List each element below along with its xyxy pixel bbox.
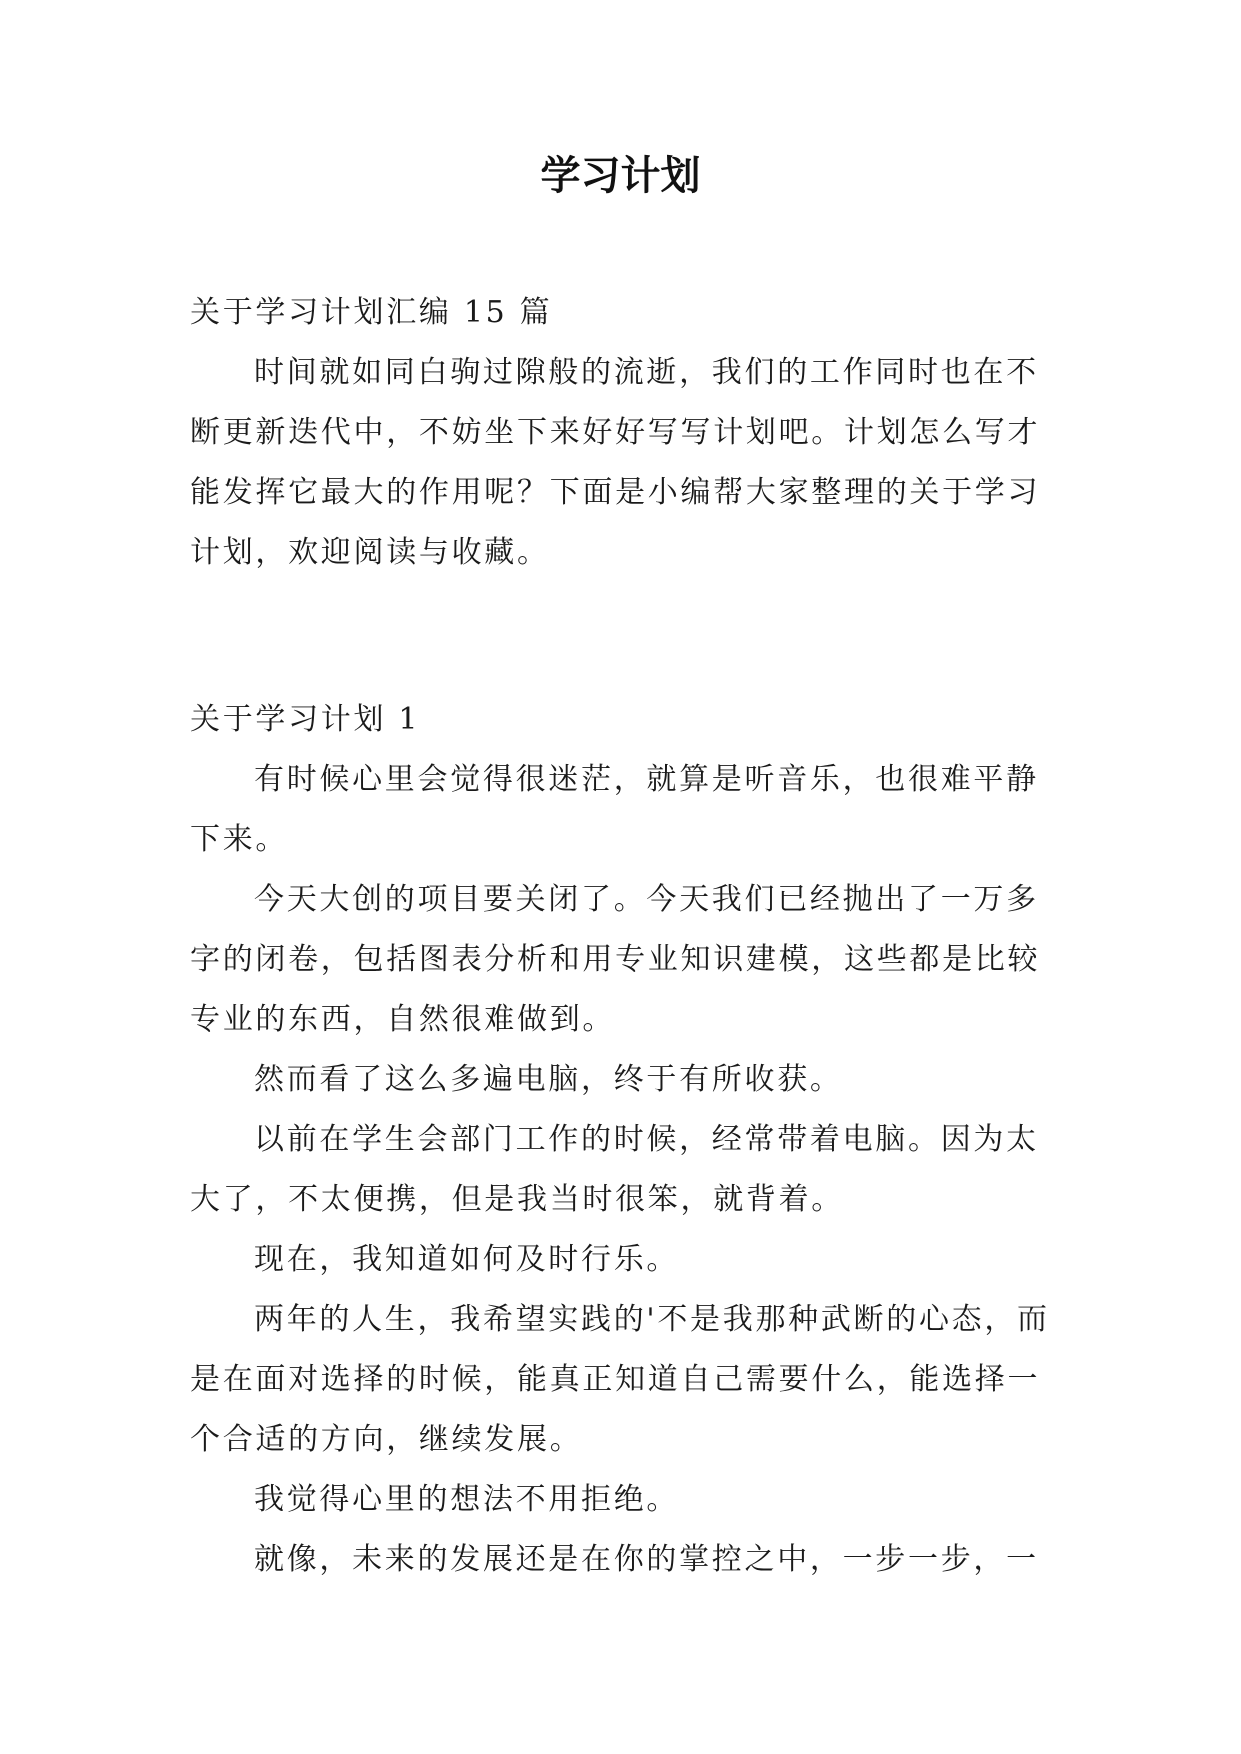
section-paragraph: 然而看了这么多遍电脑，终于有所收获。 xyxy=(254,1062,843,1097)
section-paragraph: 两年的人生，我希望实践的'不是我那种武断的心态，而是在面对选择的时候，能真正知道自己需要什么，能选择一个合适的方向，继续发展。 xyxy=(190,1302,1050,1457)
section-paragraph: 以前在学生会部门工作的时候，经常带着电脑。因为太大了，不太便携，但是我当时很笨，就背着。 xyxy=(190,1122,1039,1217)
intro-paragraph: 时间就如同白驹过隙般的流逝，我们的工作同时也在不断更新迭代中，不妨坐下来好好写写计划吧。计划怎么写才能发挥它最大的作用呢？下面是小编帮大家整理的关于学习计划，欢迎阅读与收藏。 xyxy=(190,355,1041,570)
document-title: 学习计划 xyxy=(540,153,701,199)
section-paragraph: 今天大创的项目要关闭了。今天我们已经抛出了一万多字的闭卷，包括图表分析和用专业知识建模，这些都是比较专业的东西，自然很难做到。 xyxy=(190,882,1041,1037)
section-paragraph: 现在，我知道如何及时行乐。 xyxy=(254,1242,680,1277)
section-1 xyxy=(190,690,1050,1590)
section-paragraph: 有时候心里会觉得很迷茫，就算是听音乐，也很难平静下来。 xyxy=(190,762,1039,857)
intro-section xyxy=(190,283,1050,583)
section-paragraph: 我觉得心里的想法不用拒绝。 xyxy=(254,1482,680,1517)
document-subtitle: 关于学习计划汇编 15 篇 xyxy=(190,295,553,330)
section-paragraph: 就像，未来的发展还是在你的掌控之中，一步一步，一 xyxy=(254,1542,1039,1577)
section-heading: 关于学习计划 1 xyxy=(190,702,421,737)
